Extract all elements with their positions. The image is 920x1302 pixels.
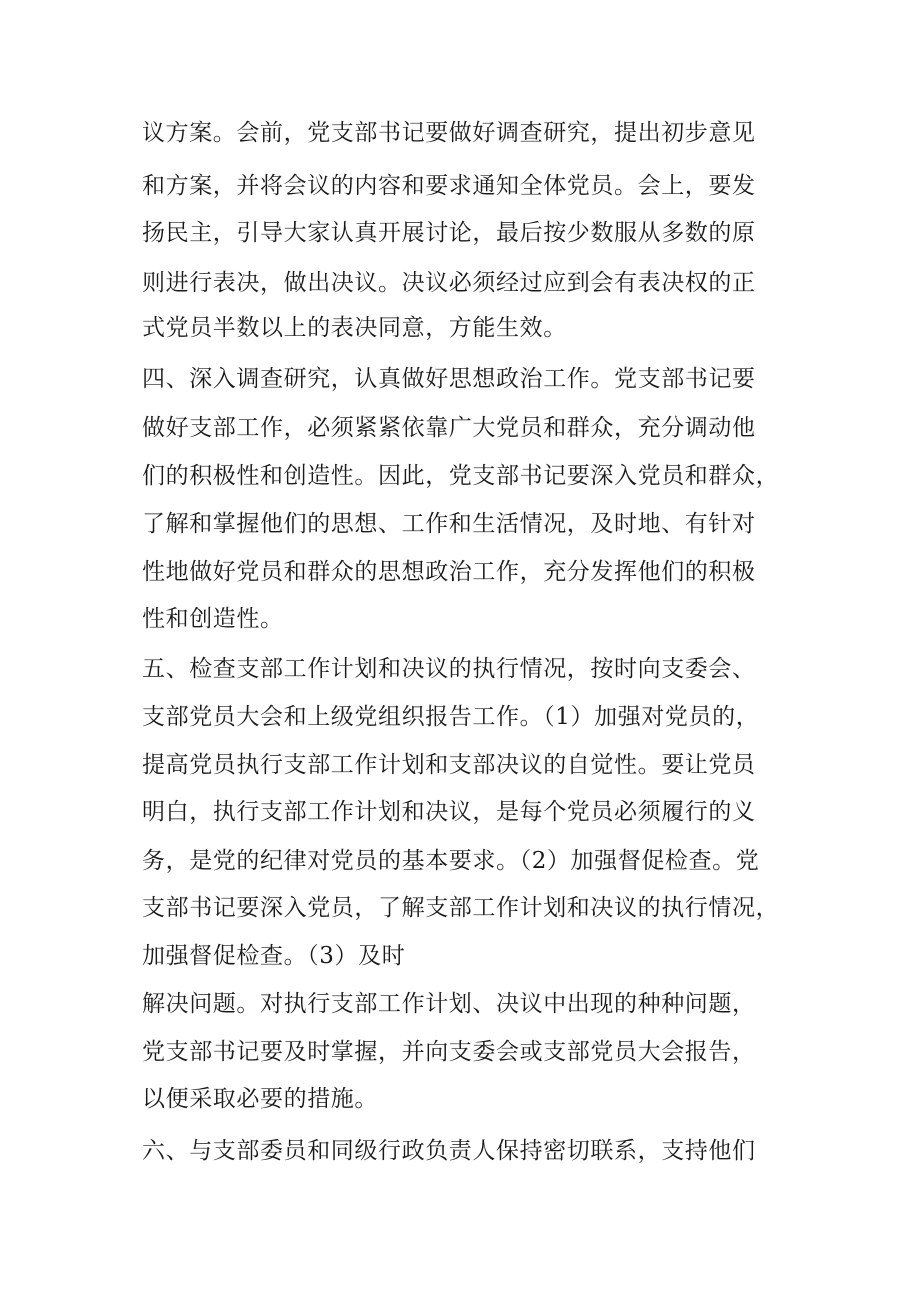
- text-line: 四、深入调查研究，认真做好思想政治工作。党支部书记要: [142, 366, 756, 392]
- text-line: 务，是党的纪律对党员的基本要求。（2）加强督促检查。党: [142, 848, 760, 874]
- text-line: 做好支部工作，必须紧紧依靠广大党员和群众，充分调动他: [142, 415, 756, 441]
- text-line: 党支部书记要及时掌握，并向支委会或支部党员大会报告，: [142, 1039, 756, 1065]
- text-line: 则进行表决，做出决议。决议必须经过应到会有表决权的正: [142, 270, 756, 296]
- text-line: 性地做好党员和群众的思想政治工作，充分发挥他们的积极: [142, 559, 756, 585]
- text-line: 六、与支部委员和同级行政负责人保持密切联系，支持他们: [142, 1138, 756, 1164]
- text-line: 性和创造性。: [142, 606, 284, 632]
- text-line: 们的积极性和创造性。因此，党支部书记要深入党员和群众，: [142, 463, 780, 489]
- text-line: 以便采取必要的措施。: [142, 1086, 378, 1112]
- text-line: 和方案，并将会议的内容和要求通知全体党员。会上，要发: [142, 173, 756, 199]
- text-line: 议方案。会前，党支部书记要做好调查研究，提出初步意见: [142, 120, 756, 146]
- text-line: 加强督促检查。（3）及时: [142, 943, 406, 969]
- text-line: 式党员半数以上的表决同意，方能生效。: [142, 315, 567, 341]
- text-line: 支部党员大会和上级党组织报告工作。（1）加强对党员的，: [142, 704, 760, 730]
- text-line: 解决问题。对执行支部工作计划、决议中出现的种种问题，: [142, 991, 756, 1017]
- text-line: 支部书记要深入党员，了解支部工作计划和决议的执行情况，: [142, 895, 780, 921]
- text-line: 了解和掌握他们的思想、工作和生活情况，及时地、有针对: [142, 511, 756, 537]
- text-line: 扬民主，引导大家认真开展讨论，最后按少数服从多数的原: [142, 220, 756, 246]
- text-line: 五、检查支部工作计划和决议的执行情况，按时向支委会、: [142, 656, 756, 682]
- text-line: 提高党员执行支部工作计划和支部决议的自觉性。要让党员: [142, 752, 756, 778]
- text-line: 明白，执行支部工作计划和决议，是每个党员必须履行的义: [142, 799, 756, 825]
